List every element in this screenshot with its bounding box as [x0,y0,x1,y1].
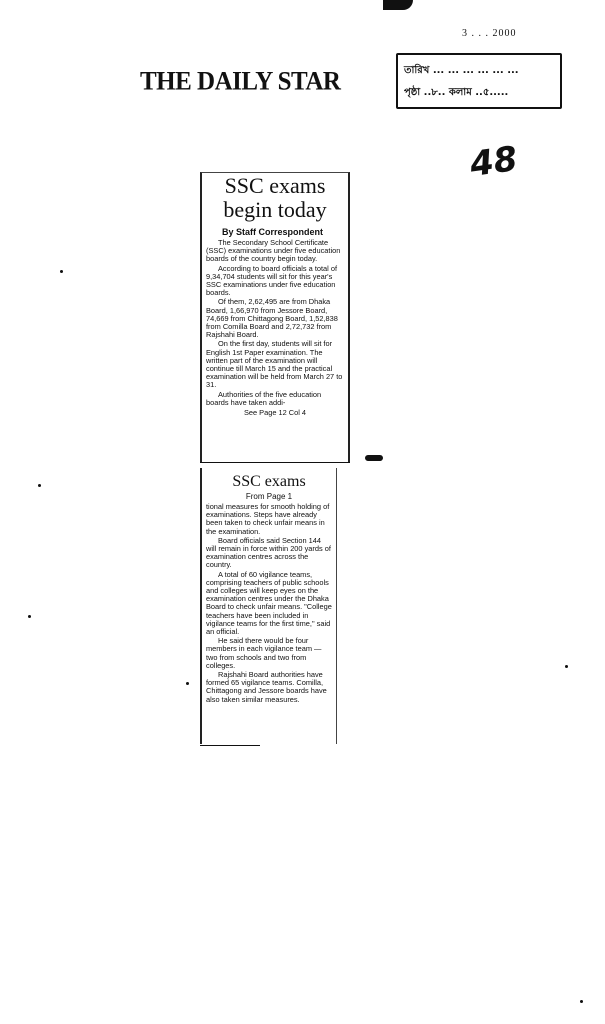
clipping-divider [200,462,350,463]
article-paragraph: Authorities of the five education boards have taken addi- [206,389,322,407]
scan-smudge [365,455,383,461]
scan-speck [580,1000,583,1003]
headline-line-2: begin today [223,197,327,222]
from-page-reference: From Page 1 [245,492,293,501]
article-paragraph: Board officials said Section 144 will remain in force within 200 yards of examination centres across the country. [206,535,331,570]
continued-headline: SSC exams [232,473,306,490]
scan-speck [565,665,568,668]
article-paragraph: The Secondary School Certificate (SSC) examinations under five education boards of the country begin today. [206,238,341,264]
see-page-reference: See Page 12 Col 4 [243,408,307,418]
stamp-date-row: তারিখ ... ... ... ... ... ... [404,65,519,76]
handwritten-page-number: 48 [467,138,520,186]
scan-speck [38,484,41,487]
stamp-page-column-row: পৃষ্ঠা ..৮.. কলাম ..৫..... [404,87,509,98]
scan-speck [186,682,189,685]
article-paragraph: On the first day, students will sit for English 1st Paper examination. The written part of the examination will continue till March 15 and the practical examination will be held from March 27 to 31. [206,339,343,390]
article-clipping-main [200,172,350,463]
article-paragraph: Of them, 2,62,495 are from Dhaka Board, 1,66,970 from Jessore Board, 74,669 from Chittagong Board, 1,52,838 from Comilla Board and 2,72,732 from Rajshahi Board. [206,297,338,340]
scan-speck [60,270,63,273]
headline-line-1: SSC exams [224,173,326,198]
archive-stamp [396,53,562,109]
article-clipping-continued [200,468,337,744]
clipping-bottom-edge [200,745,260,746]
article-paragraph: tional measures for smooth holding of examinations. Steps have already been taken to check unfair means in the examination. [206,502,330,536]
paper-tear-mark [383,0,413,10]
article-paragraph: A total of 60 vigilance teams, comprising teachers of public schools and colleges will keep eyes on the examination centres under the Dhaka Board to check unfair means. "College teachers have been included in vigilance teams for the first time," said an official. [206,569,332,637]
clipping-date: 3 . . . 2000 [462,28,517,39]
newspaper-masthead: THE DAILY STAR [140,67,341,96]
byline: By Staff Correspondent [222,227,324,237]
article-paragraph: Rajshahi Board authorities have formed 65 vigilance teams. Comilla, Chittagong and Jessore boards have also taken similar measures. [206,670,327,704]
scan-speck [28,615,31,618]
article-paragraph: He said there would be four members in each vigilance team — two from schools and two from colleges. [206,636,322,670]
article-paragraph: According to board officials a total of 9,34,704 students will sit for this year's SSC examinations under five education boards. [206,263,338,298]
